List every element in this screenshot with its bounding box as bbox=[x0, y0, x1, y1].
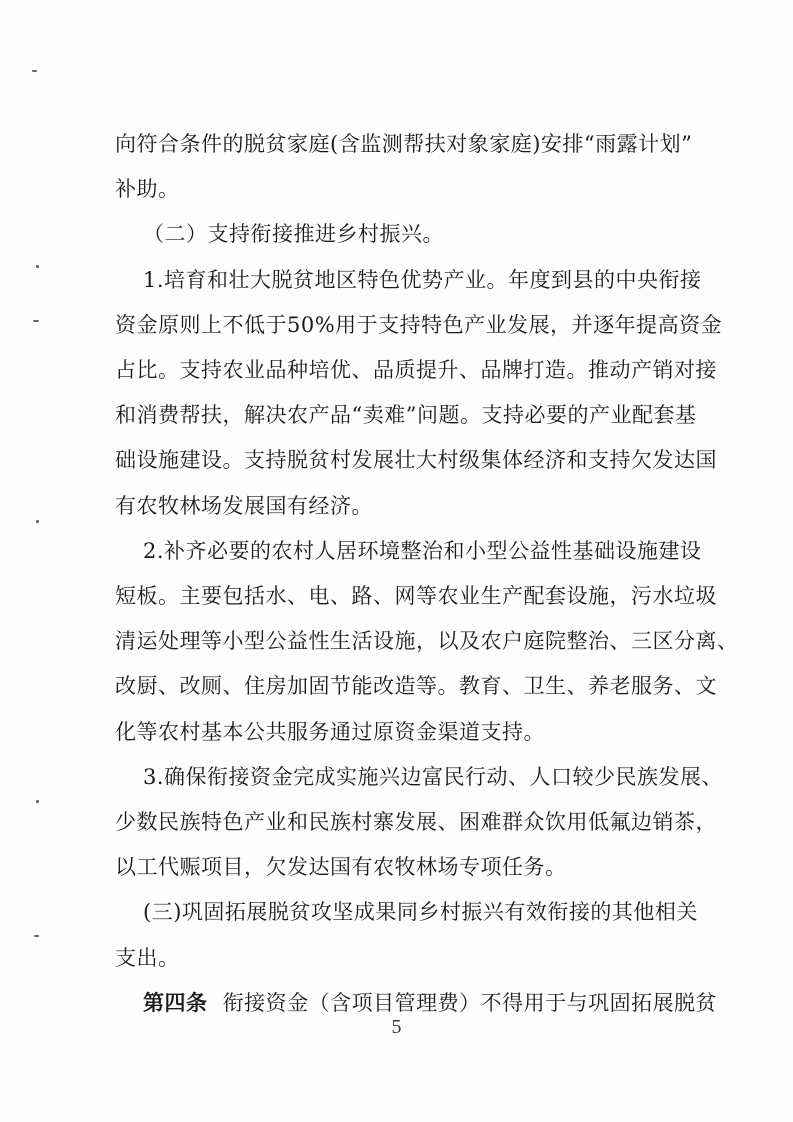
text-line: 化等农村基本公共服务通过原资金渠道支持。 bbox=[115, 720, 545, 744]
section-heading: (三)巩固拓展脱贫攻坚成果同乡村振兴有效衔接的其他相关 bbox=[143, 900, 698, 924]
scan-mark bbox=[36, 265, 39, 268]
text-line: 础设施建设。支持脱贫村发展壮大村级集体经济和支持欠发达国 bbox=[115, 448, 717, 472]
text-line: 补助。 bbox=[115, 177, 180, 201]
text-line: 改厨、改厕、住房加固节能改造等。教育、卫生、养老服务、文 bbox=[115, 674, 717, 698]
text-line: 占比。支持农业品种培优、品质提升、品牌打造。推动产销对接 bbox=[115, 358, 717, 382]
text-line: 3.确保衔接资金完成实施兴边富民行动、人口较少民族发展、 bbox=[143, 765, 724, 789]
text-line: 和消费帮扶，解决农产品“卖难”问题。支持必要的产业配套基 bbox=[115, 403, 697, 427]
text-line: 有农牧林场发展国有经济。 bbox=[115, 494, 373, 518]
text-line: 支出。 bbox=[115, 946, 180, 970]
article-text: 衔接资金（含项目管理费）不得用于与巩固拓展脱贫 bbox=[222, 991, 718, 1015]
text-line: 清运处理等小型公益性生活设施，以及农户庭院整治、三区分离、 bbox=[115, 629, 739, 653]
page-number: 5 bbox=[391, 1016, 402, 1038]
text-line: 1.培育和壮大脱贫地区特色优势产业。年度到县的中央衔接 bbox=[143, 268, 702, 292]
text-line: 以工代赈项目，欠发达国有农牧林场专项任务。 bbox=[115, 855, 567, 879]
scan-mark bbox=[32, 70, 37, 72]
text-line: 2.补齐必要的农村人居环境整治和小型公益性基础设施建设 bbox=[143, 539, 702, 563]
article-label: 第四条 bbox=[143, 990, 208, 1015]
text-line: 资金原则上不低于50%用于支持特色产业发展，并逐年提高资金 bbox=[115, 313, 723, 337]
text-line: 向符合条件的脱贫家庭(含监测帮扶对象家庭)安排“雨露计划” bbox=[115, 132, 693, 156]
scan-mark bbox=[34, 935, 39, 937]
section-heading: （二）支持衔接推进乡村振兴。 bbox=[143, 222, 444, 246]
text-line: 短板。主要包括水、电、路、网等农业生产配套设施，污水垃圾 bbox=[115, 584, 717, 608]
scan-mark bbox=[36, 800, 39, 803]
scan-mark bbox=[33, 320, 39, 322]
scan-mark bbox=[36, 520, 39, 523]
article-line bbox=[143, 990, 717, 1016]
text-line: 少数民族特色产业和民族村寨发展、困难群众饮用低氟边销茶， bbox=[115, 810, 717, 834]
